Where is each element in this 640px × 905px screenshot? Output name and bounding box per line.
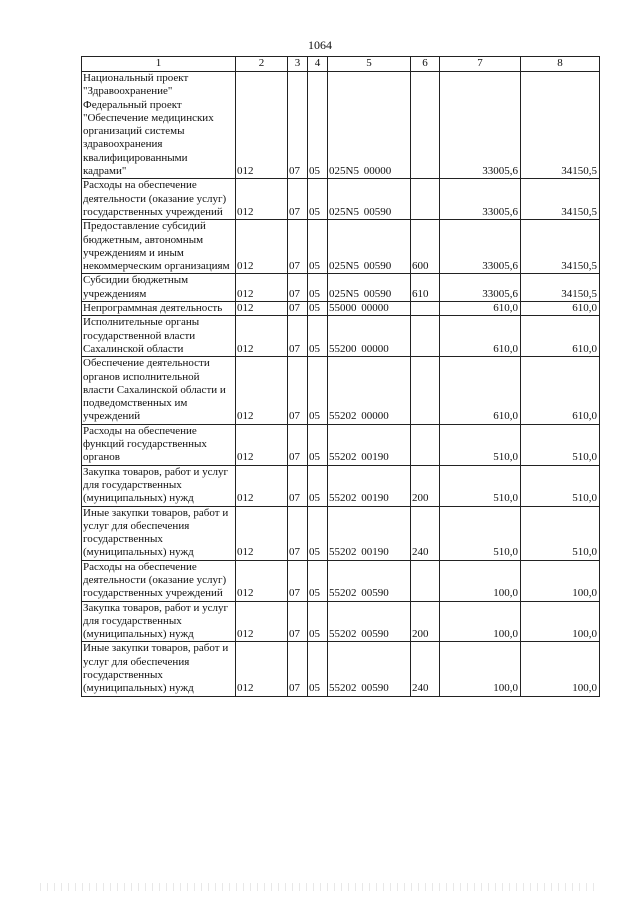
cell-name: Закупка товаров, работ и услуг для государственных (муниципальных) нужд	[82, 465, 236, 506]
cell-expense-type: 200	[411, 465, 440, 506]
cell-subsection: 05	[308, 506, 328, 560]
cell-ved: 012	[236, 560, 288, 601]
cell-amount-1: 510,0	[440, 506, 521, 560]
table-row	[82, 274, 600, 302]
cell-ved: 012	[236, 465, 288, 506]
cell-ved: 012	[236, 72, 288, 179]
cell-expense-type	[411, 357, 440, 424]
cell-ved: 012	[236, 220, 288, 274]
header-col-2: 2	[236, 57, 288, 72]
cell-target-item: 55202 00590	[328, 601, 411, 642]
cell-expense-type	[411, 179, 440, 220]
cell-section: 07	[288, 560, 308, 601]
cell-amount-1: 100,0	[440, 642, 521, 696]
cell-subsection: 05	[308, 220, 328, 274]
table-row	[82, 465, 600, 506]
cell-amount-1: 33005,6	[440, 274, 521, 302]
cell-name: Расходы на обеспечение функций государственных органов	[82, 424, 236, 465]
cell-amount-1: 610,0	[440, 357, 521, 424]
cell-target-item: 025N5 00590	[328, 220, 411, 274]
cell-section: 07	[288, 642, 308, 696]
cell-amount-2: 610,0	[521, 357, 600, 424]
cell-name: Предоставление субсидий бюджетным, автономным учреждениям и иным некоммерческим организациям	[82, 220, 236, 274]
cell-section: 07	[288, 72, 308, 179]
cell-amount-2: 510,0	[521, 424, 600, 465]
cell-expense-type	[411, 302, 440, 316]
cell-amount-1: 610,0	[440, 302, 521, 316]
cell-expense-type: 200	[411, 601, 440, 642]
table-row	[82, 357, 600, 424]
cell-section: 07	[288, 302, 308, 316]
cell-target-item: 55202 00190	[328, 465, 411, 506]
cell-subsection: 05	[308, 179, 328, 220]
cell-subsection: 05	[308, 316, 328, 357]
cell-section: 07	[288, 465, 308, 506]
table-row	[82, 601, 600, 642]
cell-name: Расходы на обеспечение деятельности (оказание услуг) государственных учреждений	[82, 560, 236, 601]
cell-target-item: 025N5 00000	[328, 72, 411, 179]
cell-name: Закупка товаров, работ и услуг для государственных (муниципальных) нужд	[82, 601, 236, 642]
cell-name: Обеспечение деятельности органов исполнительной власти Сахалинской области и подведомственных им учреждений	[82, 357, 236, 424]
budget-table	[81, 56, 600, 697]
cell-subsection: 05	[308, 465, 328, 506]
cell-ved: 012	[236, 274, 288, 302]
cell-ved: 012	[236, 642, 288, 696]
cell-expense-type: 600	[411, 220, 440, 274]
cell-expense-type	[411, 560, 440, 601]
cell-ved: 012	[236, 357, 288, 424]
table-row	[82, 220, 600, 274]
cell-expense-type: 240	[411, 642, 440, 696]
cell-amount-1: 510,0	[440, 424, 521, 465]
cell-amount-1: 100,0	[440, 560, 521, 601]
table-row	[82, 560, 600, 601]
cell-amount-1: 33005,6	[440, 179, 521, 220]
cell-ved: 012	[236, 302, 288, 316]
cell-target-item: 55000 00000	[328, 302, 411, 316]
header-col-1: 1	[82, 57, 236, 72]
cell-ved: 012	[236, 601, 288, 642]
cell-name: Иные закупки товаров, работ и услуг для обеспечения государственных (муниципальных) нужд	[82, 506, 236, 560]
cell-section: 07	[288, 274, 308, 302]
cell-subsection: 05	[308, 424, 328, 465]
budget-table-body	[82, 57, 600, 697]
cell-amount-2: 610,0	[521, 316, 600, 357]
cell-amount-2: 510,0	[521, 465, 600, 506]
cell-target-item: 025N5 00590	[328, 274, 411, 302]
cell-subsection: 05	[308, 560, 328, 601]
cell-section: 07	[288, 220, 308, 274]
table-row	[82, 179, 600, 220]
cell-amount-2: 100,0	[521, 601, 600, 642]
table-row	[82, 424, 600, 465]
cell-name: Национальный проект "Здравоохранение" Федеральный проект "Обеспечение медицинских организаций системы здравоохранения квалифицированными кадрами"	[82, 72, 236, 179]
cell-section: 07	[288, 601, 308, 642]
cell-ved: 012	[236, 316, 288, 357]
cell-expense-type	[411, 72, 440, 179]
cell-target-item: 025N5 00590	[328, 179, 411, 220]
cell-ved: 012	[236, 179, 288, 220]
cell-target-item: 55200 00000	[328, 316, 411, 357]
cell-amount-2: 100,0	[521, 560, 600, 601]
header-col-5: 5	[328, 57, 411, 72]
cell-amount-2: 510,0	[521, 506, 600, 560]
cell-name: Иные закупки товаров, работ и услуг для обеспечения государственных (муниципальных) нужд	[82, 642, 236, 696]
header-col-4: 4	[308, 57, 328, 72]
cell-target-item: 55202 00000	[328, 357, 411, 424]
cell-amount-2: 610,0	[521, 302, 600, 316]
cell-amount-2: 34150,5	[521, 220, 600, 274]
cell-section: 07	[288, 179, 308, 220]
cell-target-item: 55202 00590	[328, 560, 411, 601]
cell-amount-1: 510,0	[440, 465, 521, 506]
cell-name: Непрограммная деятельность	[82, 302, 236, 316]
cell-name: Исполнительные органы государственной власти Сахалинской области	[82, 316, 236, 357]
cell-name: Субсидии бюджетным учреждениям	[82, 274, 236, 302]
cell-target-item: 55202 00190	[328, 424, 411, 465]
cell-subsection: 05	[308, 302, 328, 316]
page-number: 1064	[308, 38, 332, 52]
cell-target-item: 55202 00190	[328, 506, 411, 560]
cell-subsection: 05	[308, 274, 328, 302]
cell-target-item: 55202 00590	[328, 642, 411, 696]
cell-amount-1: 610,0	[440, 316, 521, 357]
table-row	[82, 72, 600, 179]
cell-name: Расходы на обеспечение деятельности (оказание услуг) государственных учреждений	[82, 179, 236, 220]
cell-amount-2: 34150,5	[521, 274, 600, 302]
header-col-8: 8	[521, 57, 600, 72]
cell-amount-1: 33005,6	[440, 72, 521, 179]
cell-amount-1: 33005,6	[440, 220, 521, 274]
cell-expense-type: 240	[411, 506, 440, 560]
cell-subsection: 05	[308, 72, 328, 179]
header-col-6: 6	[411, 57, 440, 72]
cell-ved: 012	[236, 506, 288, 560]
cell-expense-type	[411, 424, 440, 465]
cell-amount-1: 100,0	[440, 601, 521, 642]
table-row	[82, 642, 600, 696]
cell-section: 07	[288, 357, 308, 424]
table-row	[82, 506, 600, 560]
header-col-7: 7	[440, 57, 521, 72]
cell-expense-type	[411, 316, 440, 357]
table-row	[82, 316, 600, 357]
cell-amount-2: 100,0	[521, 642, 600, 696]
table-header-row	[82, 57, 600, 72]
cell-expense-type: 610	[411, 274, 440, 302]
cell-section: 07	[288, 316, 308, 357]
cell-subsection: 05	[308, 601, 328, 642]
cell-subsection: 05	[308, 642, 328, 696]
header-col-3: 3	[288, 57, 308, 72]
cell-subsection: 05	[308, 357, 328, 424]
scan-noise	[40, 883, 600, 891]
cell-section: 07	[288, 506, 308, 560]
cell-amount-2: 34150,5	[521, 179, 600, 220]
cell-ved: 012	[236, 424, 288, 465]
cell-section: 07	[288, 424, 308, 465]
cell-amount-2: 34150,5	[521, 72, 600, 179]
table-row	[82, 302, 600, 316]
